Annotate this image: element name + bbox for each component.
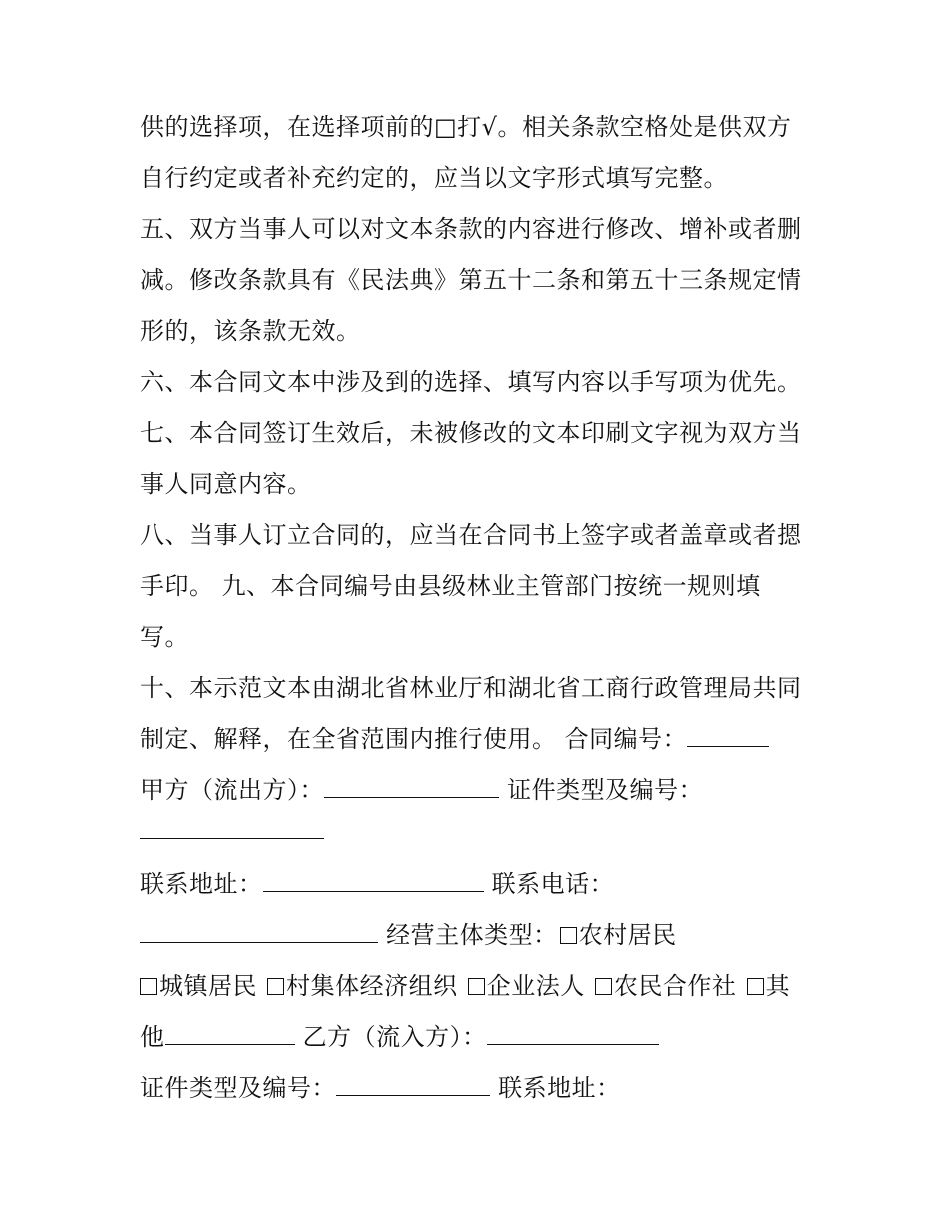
text-line-2: 自行约定或者补充约定的，应当以文字形式填写完整。: [140, 164, 728, 192]
text-line-12: 十、本示范文本由湖北省林业厅和湖北省工商行政管理局共同: [140, 674, 802, 702]
party-a-field[interactable]: [324, 775, 499, 798]
text-line-4: 减。修改条款具有《民法典》第五十二条和第五十三条规定情: [140, 266, 802, 294]
contract-number-row: [140, 724, 769, 754]
phone-label: 联系电话：: [491, 870, 615, 898]
village-collective-checkbox[interactable]: [267, 978, 284, 995]
entity-options-row: [140, 971, 790, 1001]
id-type-label: 证件类型及编号：: [507, 776, 704, 804]
text-line-5: 形的，该条款无效。: [140, 317, 361, 345]
enterprise-checkbox[interactable]: [468, 978, 485, 995]
rural-resident-option: 农村居民: [578, 921, 677, 949]
party-b-id-field[interactable]: [336, 1073, 490, 1096]
other-field[interactable]: [165, 1022, 295, 1045]
text-line-3: 五、双方当事人可以对文本条款的内容进行修改、增补或者删: [140, 215, 802, 243]
text-line-7: 七、本合同签订生效后，未被修改的文本印刷文字视为双方当: [140, 419, 802, 447]
contract-number-label: 制定、解释，在全省范围内推行使用。 合同编号：: [140, 725, 688, 753]
party-b-address-label: 联系地址：: [498, 1074, 621, 1102]
urban-resident-option: 城镇居民: [159, 972, 257, 1000]
address-row: [140, 869, 614, 899]
village-collective-option: 村集体经济组织: [286, 972, 458, 1000]
party-b-id-label: 证件类型及编号：: [140, 1074, 336, 1102]
party-b-field[interactable]: [487, 1022, 659, 1045]
urban-resident-checkbox[interactable]: [140, 978, 157, 995]
party-b-label: 乙方（流入方）：: [302, 1023, 487, 1051]
text-line-8: 事人同意内容。: [140, 470, 312, 498]
entity-type-label: 经营主体类型：: [386, 921, 558, 949]
text-line-9: 八、当事人订立合同的，应当在合同书上签字或者盖章或者摁: [140, 521, 802, 549]
text-line-10: 手印。 九、本合同编号由县级林业主管部门按统一规则填: [140, 572, 761, 600]
other-suffix: 他: [140, 1023, 165, 1051]
address-label: 联系地址：: [140, 870, 263, 898]
entity-type-row: [140, 920, 677, 950]
other-checkbox[interactable]: [747, 978, 764, 995]
address-field[interactable]: [263, 869, 484, 892]
enterprise-option: 企业法人: [486, 972, 585, 1000]
text-line-1: 供的选择项，在选择项前的□打√。相关条款空格处是供双方: [140, 113, 792, 141]
rural-resident-checkbox[interactable]: [560, 927, 577, 944]
cooperative-checkbox[interactable]: [595, 978, 612, 995]
party-a-row: [140, 775, 703, 805]
id-number-field[interactable]: [140, 816, 324, 839]
other-option: 其: [765, 972, 791, 1000]
contract-number-field[interactable]: [687, 724, 769, 747]
party-b-id-row: [140, 1073, 621, 1103]
party-a-label: 甲方（流出方）：: [140, 776, 324, 804]
cooperative-option: 农民合作社: [613, 972, 737, 1000]
text-line-11: 写。: [140, 623, 189, 651]
id-number-row: [140, 816, 324, 846]
party-b-row: [140, 1022, 659, 1052]
text-line-6: 六、本合同文本中涉及到的选择、填写内容以手写项为优先。: [140, 368, 802, 396]
phone-field[interactable]: [140, 920, 378, 943]
